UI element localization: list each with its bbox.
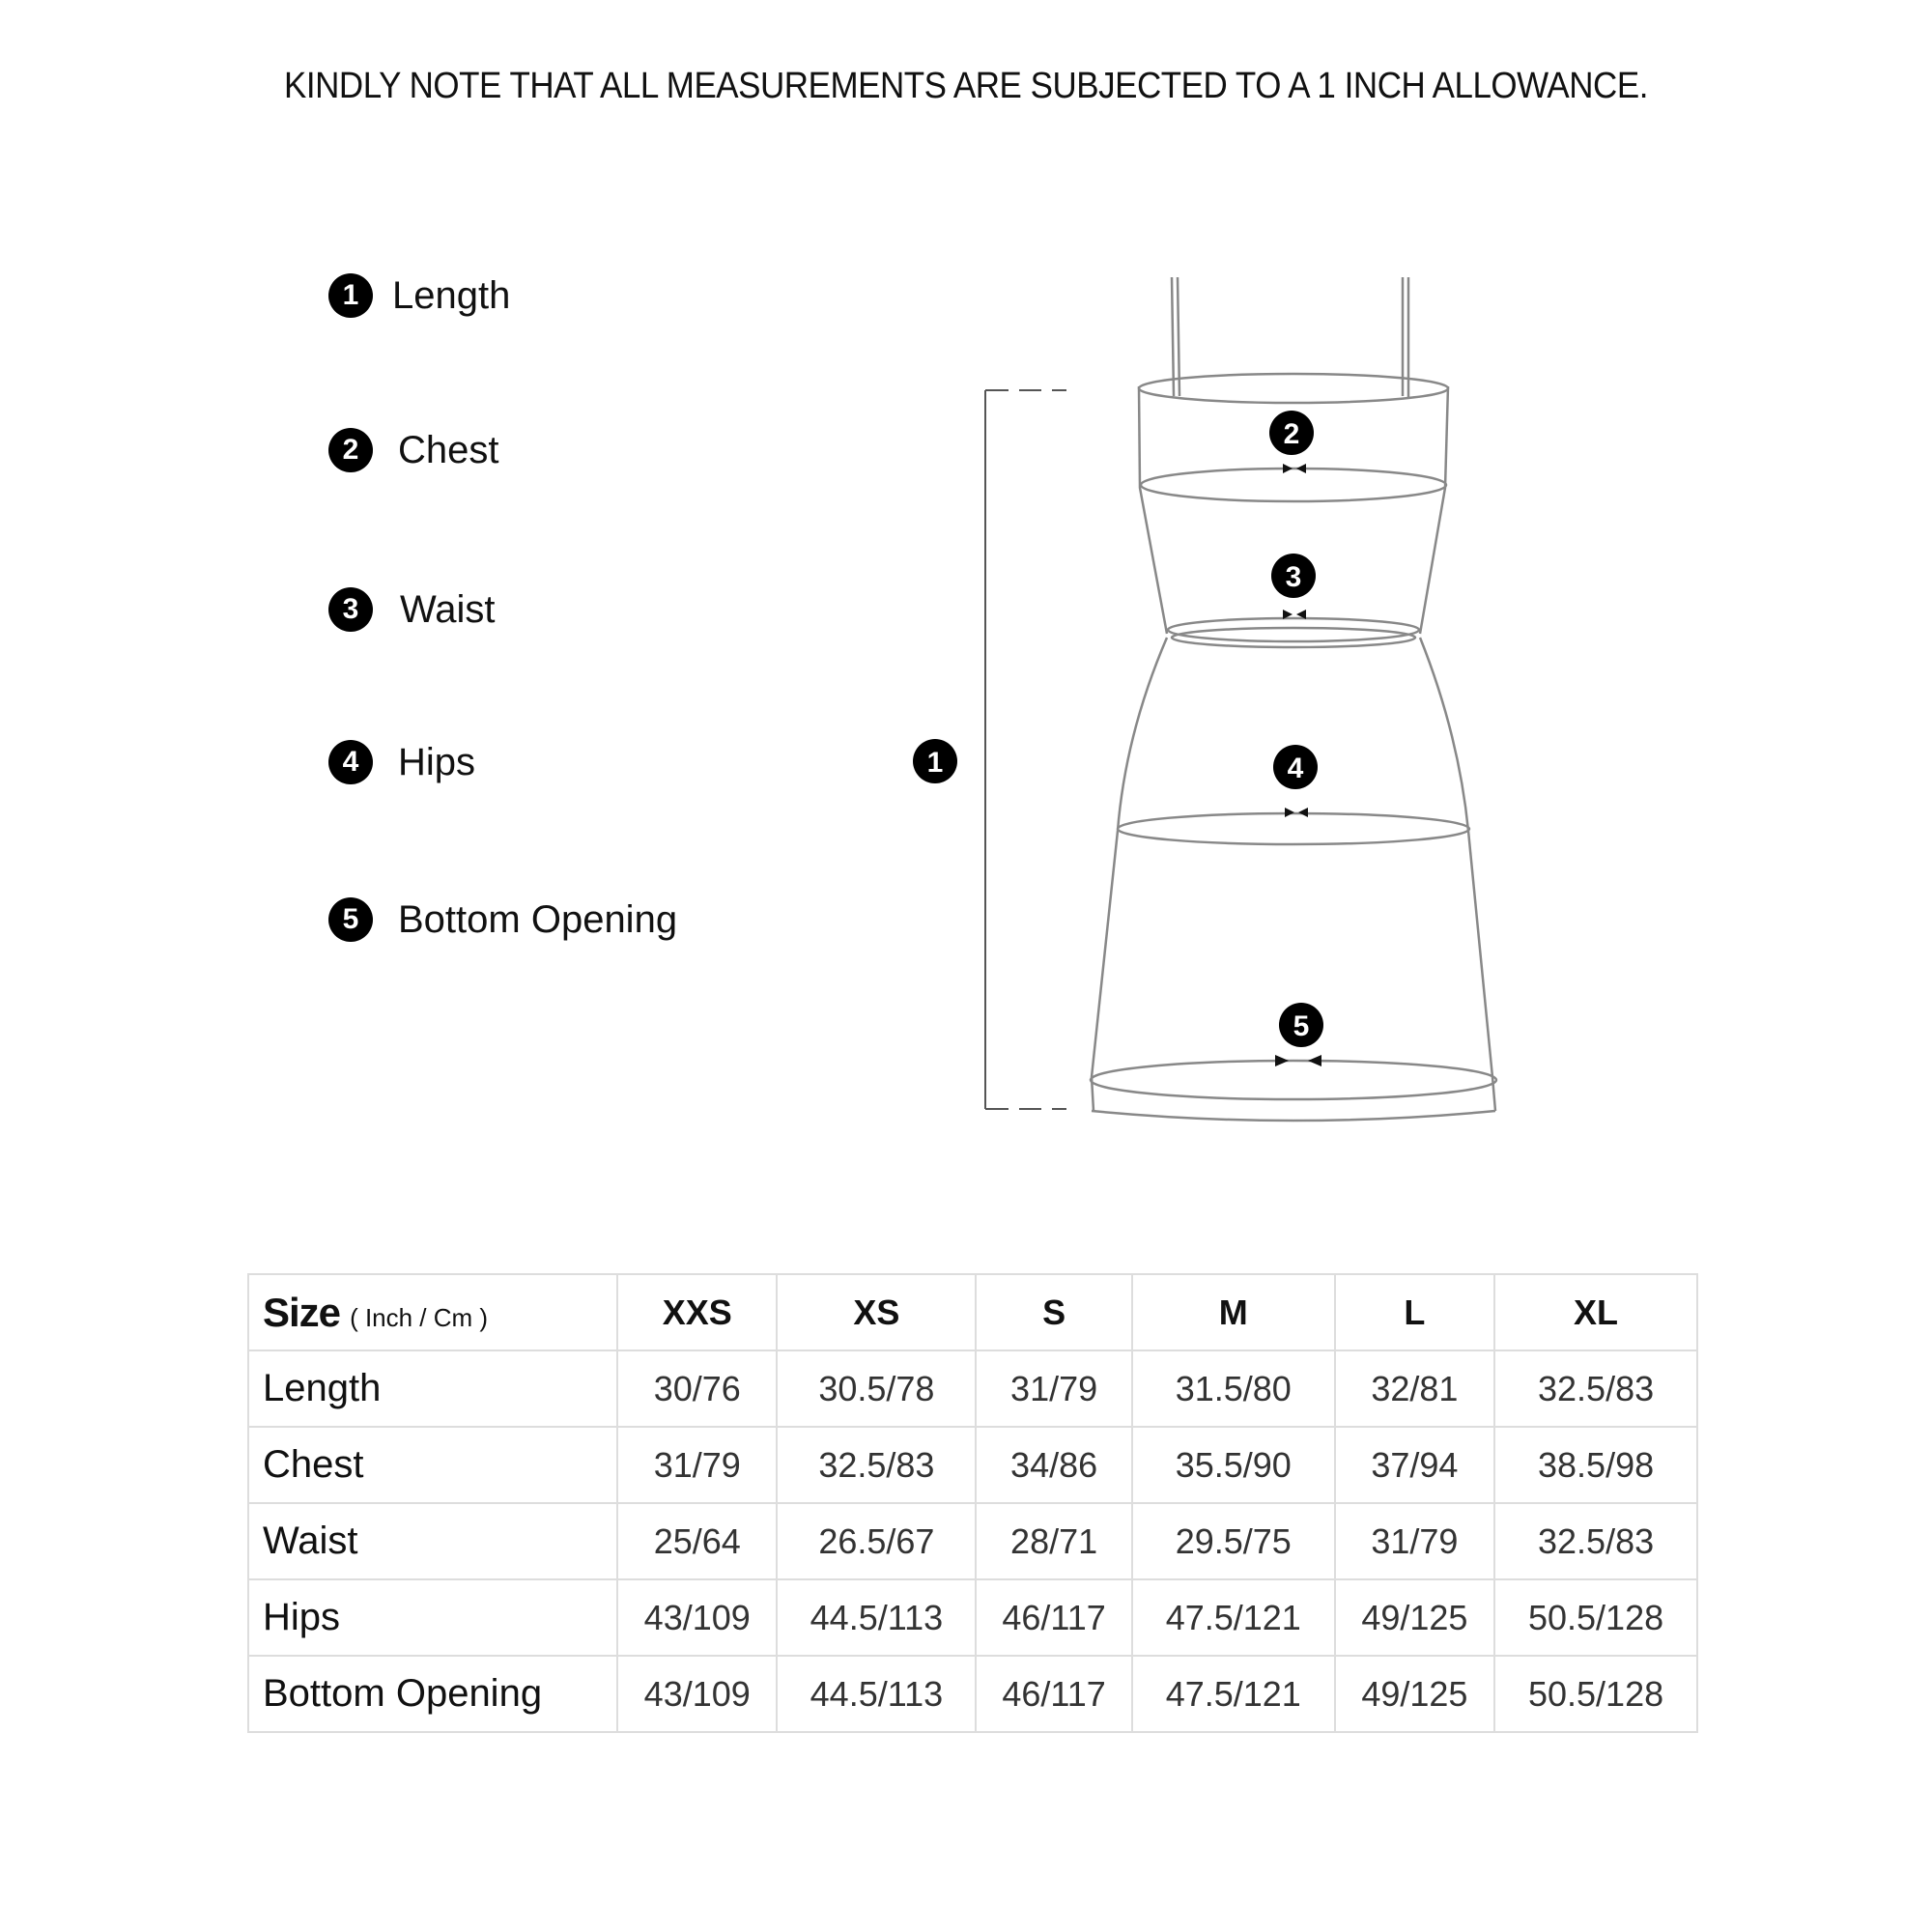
size-chart-table — [247, 1273, 1698, 1733]
table-cell: 31/79 — [617, 1427, 777, 1503]
length-bracket — [985, 390, 1066, 1109]
table-cell: 47.5/121 — [1132, 1579, 1335, 1656]
table-row — [248, 1579, 1697, 1656]
marker-2-icon — [1269, 411, 1314, 455]
marker-5-icon — [1279, 1003, 1323, 1047]
legend-label: Hips — [398, 740, 476, 783]
size-column-header: XXS — [617, 1274, 777, 1350]
unit-note: ( Inch / Cm ) — [350, 1302, 489, 1332]
table-cell: 32.5/83 — [1494, 1503, 1697, 1579]
row-label: Length — [248, 1350, 617, 1427]
size-column-header: L — [1335, 1274, 1494, 1350]
table-row — [248, 1350, 1697, 1427]
table-cell: 31/79 — [1335, 1503, 1494, 1579]
table-cell: 38.5/98 — [1494, 1427, 1697, 1503]
table-cell: 26.5/67 — [777, 1503, 976, 1579]
bottom-opening-line — [1091, 1061, 1496, 1099]
table-cell: 50.5/128 — [1494, 1579, 1697, 1656]
table-cell: 47.5/121 — [1132, 1656, 1335, 1732]
size-header-cell — [248, 1274, 617, 1350]
size-column-header: XL — [1494, 1274, 1697, 1350]
table-cell: 43/109 — [617, 1656, 777, 1732]
size-column-header: XS — [777, 1274, 976, 1350]
legend-label: Chest — [398, 428, 499, 471]
table-row — [248, 1656, 1697, 1732]
legend-label: Waist — [400, 587, 496, 631]
size-column-header: S — [976, 1274, 1132, 1350]
table-cell: 46/117 — [976, 1579, 1132, 1656]
size-header-label: Size — [263, 1289, 341, 1335]
table-cell: 25/64 — [617, 1503, 777, 1579]
marker-1-icon — [913, 739, 957, 783]
table-cell: 31/79 — [976, 1350, 1132, 1427]
table-cell: 30/76 — [617, 1350, 777, 1427]
table-cell: 29.5/75 — [1132, 1503, 1335, 1579]
table-cell: 43/109 — [617, 1579, 777, 1656]
number-1-icon: 1 — [328, 273, 373, 318]
table-header-row — [248, 1274, 1697, 1350]
hips-line — [1118, 813, 1469, 844]
number-3-icon: 3 — [328, 587, 373, 632]
row-label: Bottom Opening — [248, 1656, 617, 1732]
svg-text:4: 4 — [1287, 753, 1304, 784]
marker-3-icon — [1271, 554, 1316, 598]
table-cell: 44.5/113 — [777, 1579, 976, 1656]
number-5-icon: 5 — [328, 897, 373, 942]
svg-text:5: 5 — [1293, 1010, 1310, 1042]
legend-label: Length — [392, 273, 511, 317]
right-strap — [1403, 277, 1408, 398]
table-cell: 50.5/128 — [1494, 1656, 1697, 1732]
marker-4-icon — [1273, 745, 1318, 789]
table-cell: 31.5/80 — [1132, 1350, 1335, 1427]
table-cell: 34/86 — [976, 1427, 1132, 1503]
table-cell: 32.5/83 — [1494, 1350, 1697, 1427]
table-cell: 30.5/78 — [777, 1350, 976, 1427]
row-label: Hips — [248, 1579, 617, 1656]
table-cell: 35.5/90 — [1132, 1427, 1335, 1503]
table-row — [248, 1427, 1697, 1503]
row-label: Waist — [248, 1503, 617, 1579]
allowance-notice: KINDLY NOTE THAT ALL MEASUREMENTS ARE SUBJECTED TO A 1 INCH ALLOWANCE. — [284, 66, 1648, 106]
row-label: Chest — [248, 1427, 617, 1503]
table-cell: 28/71 — [976, 1503, 1132, 1579]
chest-line — [1141, 469, 1446, 501]
number-4-icon: 4 — [328, 740, 373, 784]
svg-text:2: 2 — [1283, 418, 1300, 450]
table-cell: 44.5/113 — [777, 1656, 976, 1732]
table-cell: 49/125 — [1335, 1579, 1494, 1656]
table-cell: 37/94 — [1335, 1427, 1494, 1503]
legend-label: Bottom Opening — [398, 897, 678, 941]
table-cell: 46/117 — [976, 1656, 1132, 1732]
size-column-header: M — [1132, 1274, 1335, 1350]
svg-text:3: 3 — [1285, 561, 1302, 593]
number-2-icon: 2 — [328, 428, 373, 472]
table-row — [248, 1503, 1697, 1579]
table-cell: 32.5/83 — [777, 1427, 976, 1503]
table-cell: 32/81 — [1335, 1350, 1494, 1427]
svg-text:1: 1 — [926, 747, 944, 779]
table-cell: 49/125 — [1335, 1656, 1494, 1732]
